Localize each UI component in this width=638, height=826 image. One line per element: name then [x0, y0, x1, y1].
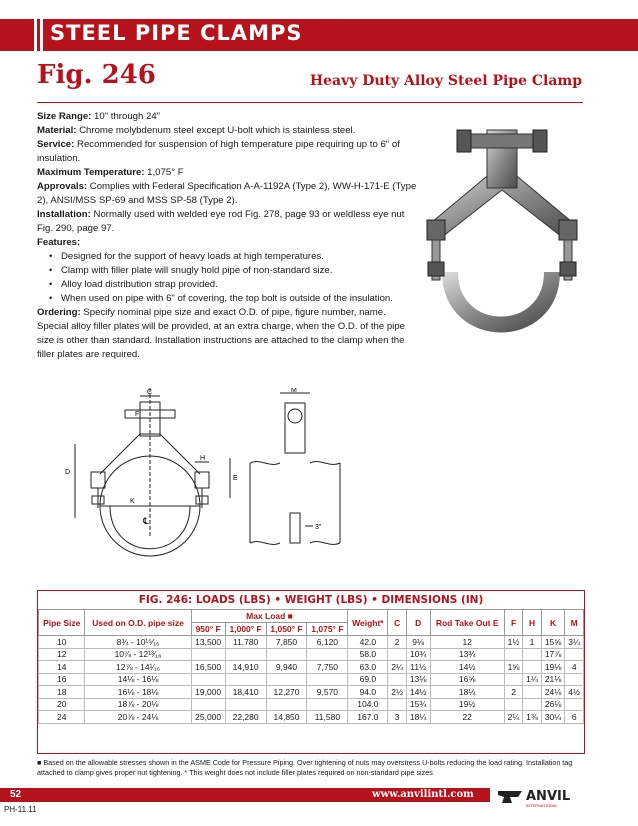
table-cell: 13¾ — [430, 648, 504, 661]
banner-stripe — [40, 19, 43, 51]
list-item: • When used on pipe with 6" of covering, the top bolt is outside of the insulation. — [49, 292, 417, 306]
size-label: Size Range: — [37, 111, 92, 122]
col-temp: 1,075° F — [307, 623, 348, 636]
front-view-drawing — [55, 388, 245, 570]
approvals-label: Approvals: — [37, 181, 88, 192]
table-cell: 6 — [565, 711, 584, 724]
col-max-load: Max Load ■ — [191, 610, 348, 623]
table-cell: 2¼ — [388, 661, 406, 674]
col-f: F — [504, 610, 522, 636]
table-cell — [307, 648, 348, 661]
table-cell — [565, 648, 584, 661]
table-cell: 22 — [430, 711, 504, 724]
table-cell: 18 — [39, 686, 85, 699]
table-cell: 63.0 — [348, 661, 388, 674]
table-cell — [523, 648, 541, 661]
table-cell: 21⅛ — [541, 673, 565, 686]
table-cell: 19½ — [430, 698, 504, 711]
table-cell: 6,120 — [307, 636, 348, 649]
features-heading — [37, 236, 417, 250]
col-temp: 1,000° F — [225, 623, 266, 636]
table-cell: 2½ — [388, 686, 406, 699]
figure-number: Fig. 246 — [37, 60, 156, 90]
table-cell: 10¾ — [406, 648, 430, 661]
dim-e-label: E — [233, 475, 238, 482]
col-pipe-size: Pipe Size — [39, 610, 85, 636]
table-cell: 1 — [523, 636, 541, 649]
install-value: Normally used with welded eye rod Fig. 278, page 93 or weldless eye nut Fig. 290, page 97. — [37, 209, 405, 234]
table-cell: 11,780 — [225, 636, 266, 649]
col-temp: 1,050° F — [266, 623, 307, 636]
dim-3in-label: 3" — [315, 524, 322, 531]
table-cell — [388, 698, 406, 711]
service-value: Recommended for suspension of high temperature pipe requiring up to 6" of insulation. — [37, 139, 400, 164]
table-cell: 26⅛ — [541, 698, 565, 711]
centerline-label: ℄ — [143, 517, 149, 527]
approvals — [37, 180, 417, 208]
table-cell: 24⅛ — [541, 686, 565, 699]
table-cell: 12 — [39, 648, 85, 661]
table-cell — [565, 673, 584, 686]
dim-f-label: F — [135, 411, 140, 418]
max-temperature — [37, 166, 417, 180]
table-cell: 9⅛ — [406, 636, 430, 649]
table-cell: 14,910 — [225, 661, 266, 674]
ordering-label: Ordering: — [37, 307, 81, 318]
table-cell — [523, 661, 541, 674]
table-cell: 18¼ — [406, 711, 430, 724]
logo-text: ANVIL — [526, 789, 571, 804]
section-title: STEEL PIPE CLAMPS — [50, 21, 303, 45]
table-cell: 1¼ — [523, 673, 541, 686]
table-cell: 14 — [39, 661, 85, 674]
table-cell: 94.0 — [348, 686, 388, 699]
table-cell: 11½ — [406, 661, 430, 674]
material — [37, 124, 417, 138]
table-cell: 10 — [39, 636, 85, 649]
col-k: K — [541, 610, 565, 636]
specs-table-box — [37, 590, 585, 754]
table-cell — [565, 698, 584, 711]
catalog-code: PH-11.11 — [4, 805, 37, 814]
table-cell: 15⅝ — [541, 636, 565, 649]
table-cell: 4 — [565, 661, 584, 674]
table-cell: 13,500 — [191, 636, 225, 649]
table-cell: 7,750 — [307, 661, 348, 674]
table-cell: 2¼ — [504, 711, 522, 724]
dim-h-label: H — [200, 455, 206, 462]
dim-d-label: D — [65, 469, 71, 476]
col-weight: Weight* — [348, 610, 388, 636]
col-m: M — [565, 610, 584, 636]
header-rule — [37, 102, 583, 103]
list-item: • Alloy load distribution strap provided. — [49, 278, 417, 292]
table-cell — [504, 673, 522, 686]
table-cell: 18¼ — [430, 686, 504, 699]
table-cell: 7,850 — [266, 636, 307, 649]
list-item: • Clamp with filler plate will snugly hold pipe of non-standard size. — [49, 264, 417, 278]
table-cell — [266, 698, 307, 711]
table-cell — [523, 686, 541, 699]
product-description — [37, 110, 417, 362]
table-cell — [225, 648, 266, 661]
product-title: Heavy Duty Alloy Steel Pipe Clamp — [309, 73, 582, 89]
table-cell: 167.0 — [348, 711, 388, 724]
table-cell: 13⅛ — [406, 673, 430, 686]
table-cell: 14,850 — [266, 711, 307, 724]
table-cell — [191, 673, 225, 686]
table-title: FIG. 246: LOADS (LBS) • WEIGHT (LBS) • DIMENSIONS (IN) — [138, 594, 484, 606]
installation — [37, 208, 417, 236]
table-row — [39, 661, 584, 674]
col-rod-takeout: Rod Take Out E — [430, 610, 504, 636]
table-cell: 14½ — [406, 686, 430, 699]
maxtemp-label: Maximum Temperature: — [37, 167, 145, 178]
table-cell: 9,570 — [307, 686, 348, 699]
table-row — [39, 636, 584, 649]
table-cell: 16⅝ — [430, 673, 504, 686]
table-cell: 20 — [39, 698, 85, 711]
table-cell — [266, 673, 307, 686]
table-cell: 3 — [388, 711, 406, 724]
table-cell: 4½ — [565, 686, 584, 699]
table-cell: 22,280 — [225, 711, 266, 724]
table-cell: 16,500 — [191, 661, 225, 674]
col-c: C — [388, 610, 406, 636]
table-cell: 16 — [39, 673, 85, 686]
ordering — [37, 306, 417, 362]
table-cell: 16⅛ - 18⅛ — [85, 686, 191, 699]
table-cell: 1⅜ — [523, 711, 541, 724]
service-label: Service: — [37, 139, 75, 150]
table-cell: 1½ — [504, 636, 522, 649]
list-item: • Designed for the support of heavy loads at high temperatures. — [49, 250, 417, 264]
table-cell: 18⅞ - 20⅛ — [85, 698, 191, 711]
service — [37, 138, 417, 166]
table-cell — [225, 698, 266, 711]
material-value: Chrome molybdenum steel except U-bolt which is stainless steel. — [76, 125, 356, 136]
table-cell: 14⅛ - 16⅛ — [85, 673, 191, 686]
table-cell — [191, 648, 225, 661]
side-view-drawing — [245, 388, 345, 570]
table-cell: 42.0 — [348, 636, 388, 649]
table-cell: 58.0 — [348, 648, 388, 661]
col-od: Used on O.D. pipe size — [85, 610, 191, 636]
table-cell: 15¾ — [406, 698, 430, 711]
table-cell: 9,940 — [266, 661, 307, 674]
table-cell: 19,000 — [191, 686, 225, 699]
features-list — [37, 250, 417, 306]
table-cell — [388, 648, 406, 661]
table-cell: 18,410 — [225, 686, 266, 699]
table-cell — [191, 698, 225, 711]
approvals-value: Complies with Federal Specification A-A-1192A (Type 2), WW-H-171-E (Type 2), ANSI/MSS SP-69 and MSS SP-58 (Type 2). — [37, 181, 417, 206]
logo-subtext: INTERNATIONAL — [526, 803, 558, 808]
table-cell — [266, 648, 307, 661]
table-cell: 12 — [430, 636, 504, 649]
material-label: Material: — [37, 125, 77, 136]
col-h: H — [523, 610, 541, 636]
table-cell: 12⅞ - 14¹⁄₁₆ — [85, 661, 191, 674]
table-cell: 10⅞ - 12¹³⁄₁₆ — [85, 648, 191, 661]
table-cell: 3¼ — [565, 636, 584, 649]
table-cell: 14½ — [430, 661, 504, 674]
table-cell: 1⅝ — [504, 661, 522, 674]
table-cell: 25,000 — [191, 711, 225, 724]
table-row — [39, 711, 584, 724]
table-cell: 24 — [39, 711, 85, 724]
anvil-logo — [496, 785, 596, 809]
table-row — [39, 686, 584, 699]
table-cell — [388, 673, 406, 686]
table-row — [39, 698, 584, 711]
table-cell: 17⅞ — [541, 648, 565, 661]
size-range — [37, 110, 417, 124]
table-footnote: ■ Based on the allowable stresses shown in the ASME Code for Pressure Piping. Over tightening of nuts may overstress U-bolts reducing the load rating. Installation tag attached to clamp gives proper nut tightening. * This weight does not include filler plates required on non-standard pipe sizes — [37, 758, 573, 777]
table-cell: 2 — [388, 636, 406, 649]
table-cell — [307, 673, 348, 686]
table-cell — [307, 698, 348, 711]
table-cell — [523, 698, 541, 711]
ordering-value: Specify nominal pipe size and exact O.D. of pipe, figure number, name. Special alloy filler plates will be provided, at an extra charge, when the O.D. of the pipe size is other than standard. Installation instructions are attached to the clamp when the filler plates are required. — [37, 307, 405, 360]
dim-m-label: M — [291, 388, 297, 394]
table-cell: 104.0 — [348, 698, 388, 711]
table-cell: 12,270 — [266, 686, 307, 699]
table-cell: 11,580 — [307, 711, 348, 724]
install-label: Installation: — [37, 209, 91, 220]
col-temp: 950° F — [191, 623, 225, 636]
table-cell: 8¾ - 10¹⁵⁄₁₆ — [85, 636, 191, 649]
table-cell — [504, 698, 522, 711]
maxtemp-value: 1,075° F — [144, 167, 184, 178]
size-value: 10" through 24" — [91, 111, 161, 122]
table-row — [39, 673, 584, 686]
table-cell — [225, 673, 266, 686]
table-cell — [504, 648, 522, 661]
features-label: Features: — [37, 237, 81, 248]
table-cell: 2 — [504, 686, 522, 699]
table-cell: 30¼ — [541, 711, 565, 724]
table-cell: 20⅞ - 24⅛ — [85, 711, 191, 724]
section-banner — [0, 0, 638, 52]
page-number: 52 — [10, 789, 22, 800]
banner-stripe — [34, 19, 37, 51]
website-link[interactable]: www.anvilintl.com — [372, 789, 474, 800]
specs-table — [38, 609, 584, 724]
table-cell: 69.0 — [348, 673, 388, 686]
dim-c-label: C — [147, 389, 153, 396]
pipe-clamp-photo — [402, 112, 598, 350]
table-cell: 19⅛ — [541, 661, 565, 674]
table-row — [39, 648, 584, 661]
dim-k-label: K — [130, 498, 135, 505]
col-d: D — [406, 610, 430, 636]
